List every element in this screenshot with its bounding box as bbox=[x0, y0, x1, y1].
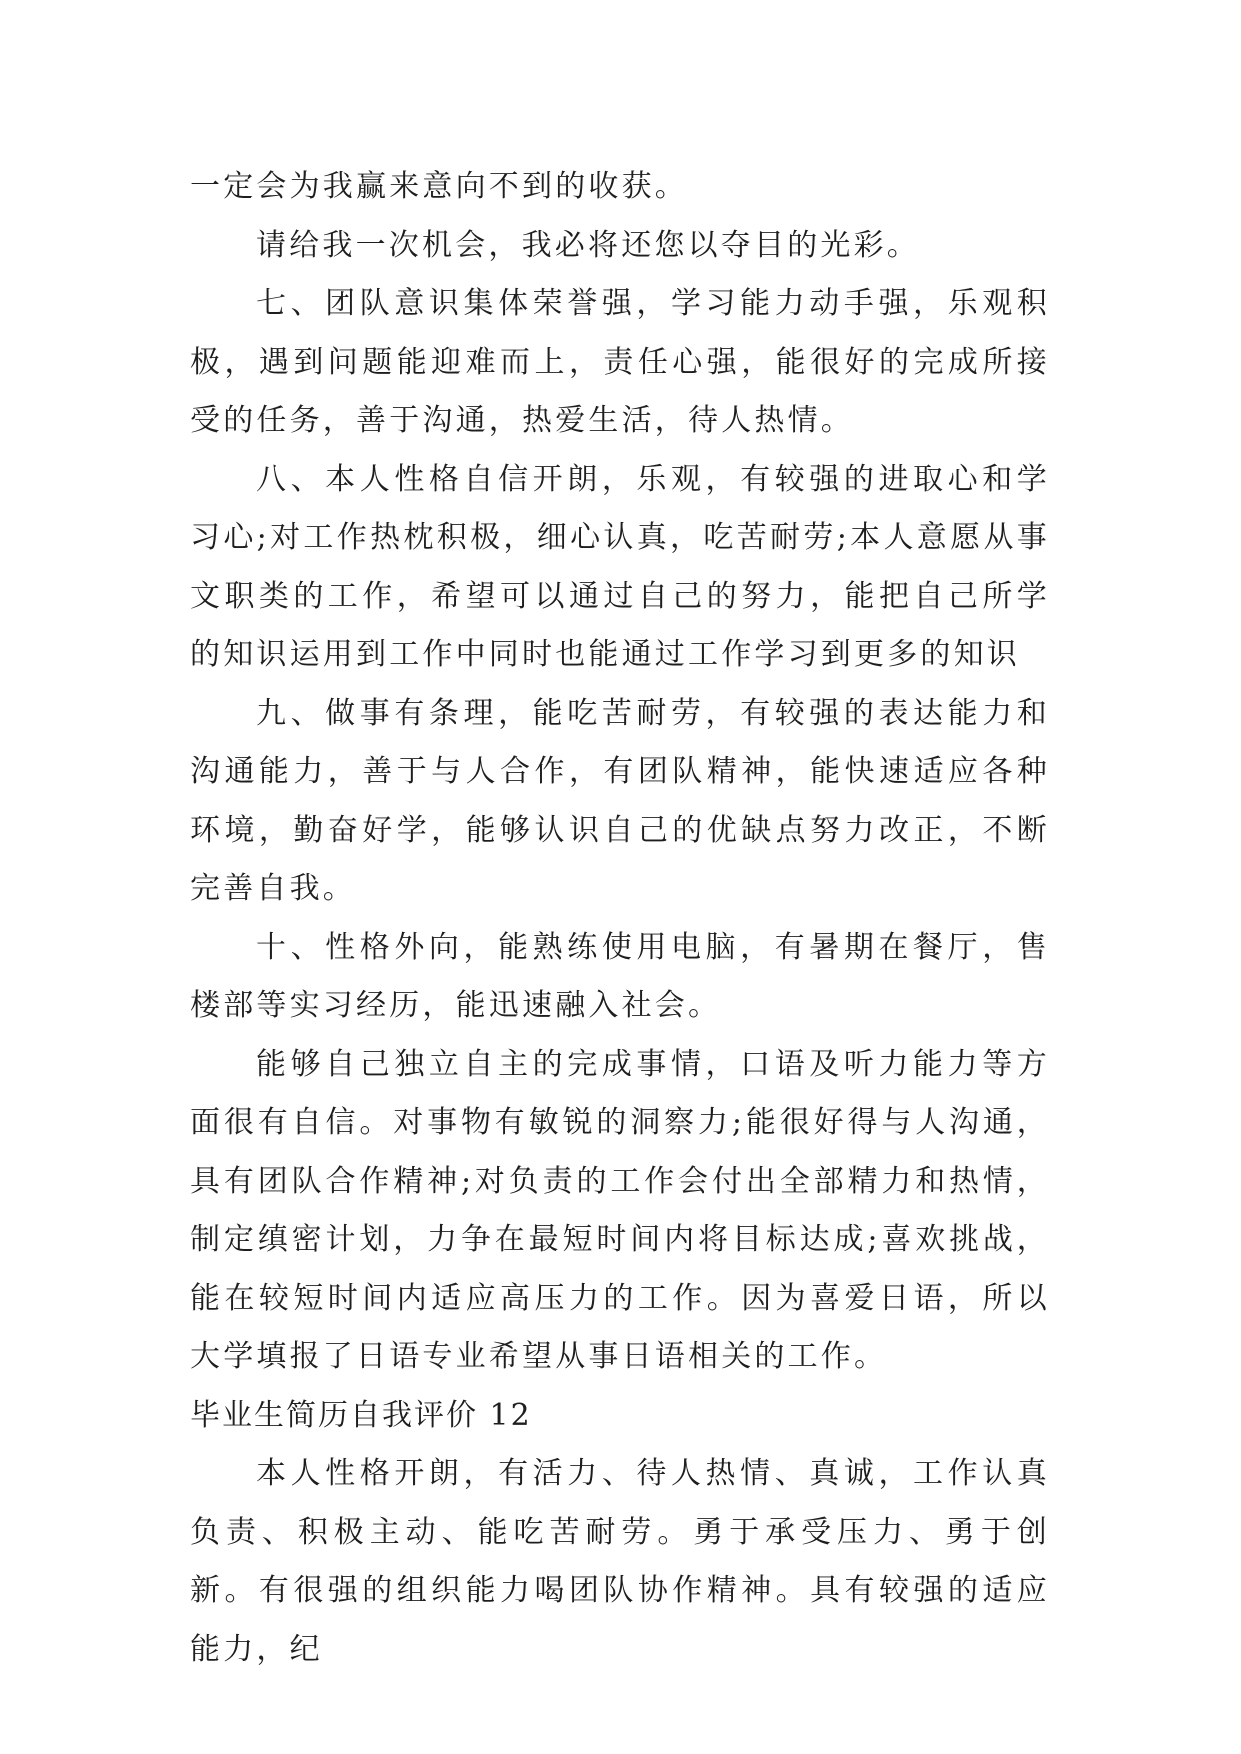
paragraph-continuation: 一定会为我赢来意向不到的收获。 bbox=[190, 169, 688, 204]
paragraph-japanese: 能够自己独立自主的完成事情，口语及听力能力等方面很有自信。对事物有敏锐的洞察力;能很好得与人沟通，具有团队合作精神;对负责的工作会付出全部精力和热情，制定缜密计划，力争在最短时间内将目标达成;喜欢挑战，能在较短时间内适应高压力的工作。因为喜爱日语，所以大学填报了日语专业希望从事日语相关的工作。 bbox=[190, 1046, 1050, 1374]
paragraph-seven: 七、团队意识集体荣誉强，学习能力动手强，乐观积极，遇到问题能迎难而上，责任心强，能很好的完成所接受的任务，善于沟通，热爱生活，待人热情。 bbox=[190, 286, 1050, 438]
document-body bbox=[190, 158, 1050, 1679]
section-heading: 毕业生简历自我评价 12 bbox=[190, 1397, 532, 1433]
paragraph-nine: 九、做事有条理，能吃苦耐劳，有较强的表达能力和沟通能力，善于与人合作，有团队精神，能快速适应各种环境，勤奋好学，能够认识自己的优缺点努力改正，不断完善自我。 bbox=[190, 695, 1050, 906]
paragraph-section-12: 本人性格开朗，有活力、待人热情、真诚，工作认真负责、积极主动、能吃苦耐劳。勇于承受压力、勇于创新。有很强的组织能力喝团队协作精神。具有较强的适应能力，纪 bbox=[190, 1456, 1050, 1667]
paragraph-ten: 十、性格外向，能熟练使用电脑，有暑期在餐厅，售楼部等实习经历，能迅速融入社会。 bbox=[190, 929, 1050, 1023]
paragraph-opportunity: 请给我一次机会，我必将还您以夺目的光彩。 bbox=[256, 227, 920, 263]
paragraph-eight: 八、本人性格自信开朗，乐观，有较强的进取心和学习心;对工作热枕积极，细心认真，吃苦耐劳;本人意愿从事文职类的工作，希望可以通过自己的努力，能把自己所学的知识运用到工作中同时也能通过工作学习到更多的知识 bbox=[190, 461, 1050, 672]
